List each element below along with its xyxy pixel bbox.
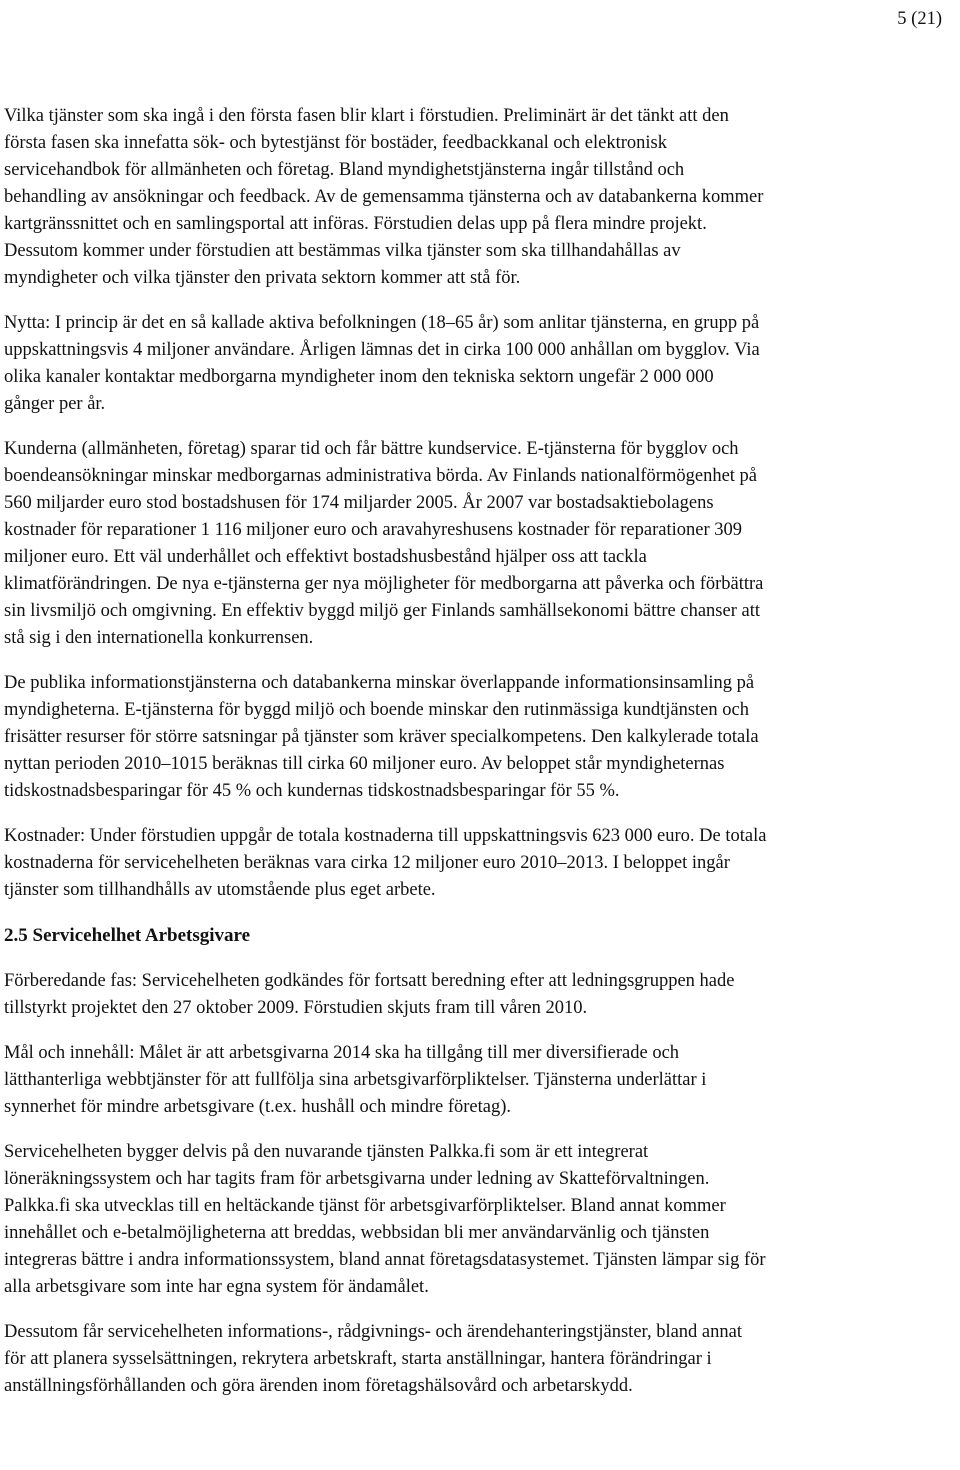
paragraph-public-info [4,670,956,805]
text-line: lätthanterliga webbtjänster för att fullfölja sina arbetsgivarförpliktelser. Tjänsterna underlättar i [4,1070,707,1090]
text-line: myndigheterna. E-tjänsterna för byggd miljö och boende minskar den rutinmässiga kundtjänsten och [4,700,749,720]
text-line: servicehandbok för allmänheten och företag. Bland myndighetstjänsterna ingår tillstånd och [4,160,685,180]
paragraph-benefit [4,310,956,418]
text-line: frisätter resurser för större satsningar på tjänster som kräver specialkompetens. Den kalkylerade totala [4,727,759,747]
text-line: synnerhet för mindre arbetsgivare (t.ex. hushåll och mindre företag). [4,1097,512,1117]
text-line: behandling av ansökningar och feedback. Av de gemensamma tjänsterna och av databankerna kommer [4,187,764,207]
text-line: tidskostnadsbesparingar för 45 % och kundernas tidskostnadsbesparingar för 55 %. [4,781,620,801]
text-line: klimatförändringen. De nya e-tjänsterna ger nya möjligheter för medborgarna att påverka och förbättra [4,574,764,594]
text-line: 560 miljarder euro stod bostadshusen för 174 miljarder 2005. År 2007 var bostadsaktiebolagens [4,493,714,513]
section-heading: 2.5 Servicehelhet Arbetsgivare [4,925,251,946]
text-line: nyttan perioden 2010–1015 beräknas till cirka 60 miljoner euro. Av beloppet står myndigheternas [4,754,725,774]
paragraph-customers [4,436,956,652]
text-line: olika kanaler kontaktar medborgarna myndigheter inom den tekniska sektorn ungefär 2 000 000 [4,367,714,387]
text-line: för att planera sysselsättningen, rekrytera arbetskraft, starta anställningar, hantera förändringar i [4,1349,712,1369]
text-line: första fasen ska innefatta sök- och bytestjänst för bostäder, feedbackkanal och elektronisk [4,133,667,153]
text-line: myndigheter och vilka tjänster den privata sektorn kommer att stå för. [4,268,521,288]
document-body [4,103,956,1418]
paragraph-additional-services [4,1319,956,1400]
text-line: alla arbetsgivare som inte har egna system för ändamålet. [4,1277,429,1297]
text-line: löneräkningssystem och har tagits fram för arbetsgivarna under ledning av Skatteförvaltningen. [4,1169,710,1189]
text-line: Kostnader: Under förstudien uppgår de totala kostnaderna till uppskattningsvis 623 000 euro. De totala [4,826,767,846]
text-line: gånger per år. [4,394,106,414]
text-line: kartgränssnittet och en samlingsportal att införas. Förstudien delas upp på flera mindre projekt. [4,214,707,234]
text-line: kostnader för reparationer 1 116 miljoner euro och aravahyreshusens kostnader för reparationer 309 [4,520,743,540]
page-number: 5 (21) [897,9,942,29]
text-line: uppskattningsvis 4 miljoner användare. Årligen lämnas det in cirka 100 000 anhållan om bygglov. Via [4,340,760,360]
text-line: Mål och innehåll: Målet är att arbetsgivarna 2014 ska ha tillgång till mer diversifierade och [4,1043,680,1063]
text-line: Dessutom kommer under förstudien att bestämmas vilka tjänster som ska tillhandahållas av [4,241,681,261]
text-line: miljoner euro. Ett väl underhållet och effektivt bostadshusbestånd hjälper oss att tackla [4,547,647,567]
paragraph-costs [4,823,956,904]
text-line: De publika informationstjänsterna och databankerna minskar överlappande informationsinsamling på [4,673,755,693]
text-line: boendeansökningar minskar medborgarnas administrativa börda. Av Finlands nationalförmögenhet på [4,466,758,486]
text-line: Förberedande fas: Servicehelheten godkändes för fortsatt beredning efter att ledningsgruppen hade [4,971,735,991]
text-line: Servicehelheten bygger delvis på den nuvarande tjänsten Palkka.fi som är ett integrerat [4,1142,649,1162]
text-line: Kunderna (allmänheten, företag) sparar tid och får bättre kundservice. E-tjänsterna för bygglov och [4,439,739,459]
text-line: sin livsmiljö och omgivning. En effektiv byggd miljö ger Finlands samhällsekonomi bättre chanser att [4,601,760,621]
text-line: tjänster som tillhandhålls av utomstående plus eget arbete. [4,880,436,900]
text-line: Vilka tjänster som ska ingå i den första fasen blir klart i förstudien. Preliminärt är det tänkt att den [4,106,729,126]
paragraph-first-phase [4,103,956,292]
text-line: Dessutom får servicehelheten informations-, rådgivnings- och ärendehanteringstjänster, bland annat [4,1322,742,1342]
text-line: tillstyrkt projektet den 27 oktober 2009. Förstudien skjuts fram till våren 2010. [4,998,588,1018]
text-line: anställningsförhållanden och göra ärenden inom företagshälsovård och arbetarskydd. [4,1376,633,1396]
paragraph-goals [4,1040,956,1121]
text-line: Nytta: I princip är det en så kallade aktiva befolkningen (18–65 år) som anlitar tjänsterna, en grupp på [4,313,760,333]
paragraph-preparatory-phase [4,968,956,1022]
text-line: kostnaderna för servicehelheten beräknas vara cirka 12 miljoner euro 2010–2013. I beloppet ingår [4,853,730,873]
text-line: Palkka.fi ska utvecklas till en heltäckande tjänst för arbetsgivarförpliktelser. Bland annat kommer [4,1196,726,1216]
text-line: stå sig i den internationella konkurrensen. [4,628,314,648]
text-line: integreras bättre i andra informationssystem, bland annat företagsdatasystemet. Tjänsten lämpar sig för [4,1250,766,1270]
paragraph-palkka [4,1139,956,1301]
text-line: innehållet och e-betalmöjligheterna att breddas, webbsidan bli mer användarvänlig och tjänsten [4,1223,710,1243]
